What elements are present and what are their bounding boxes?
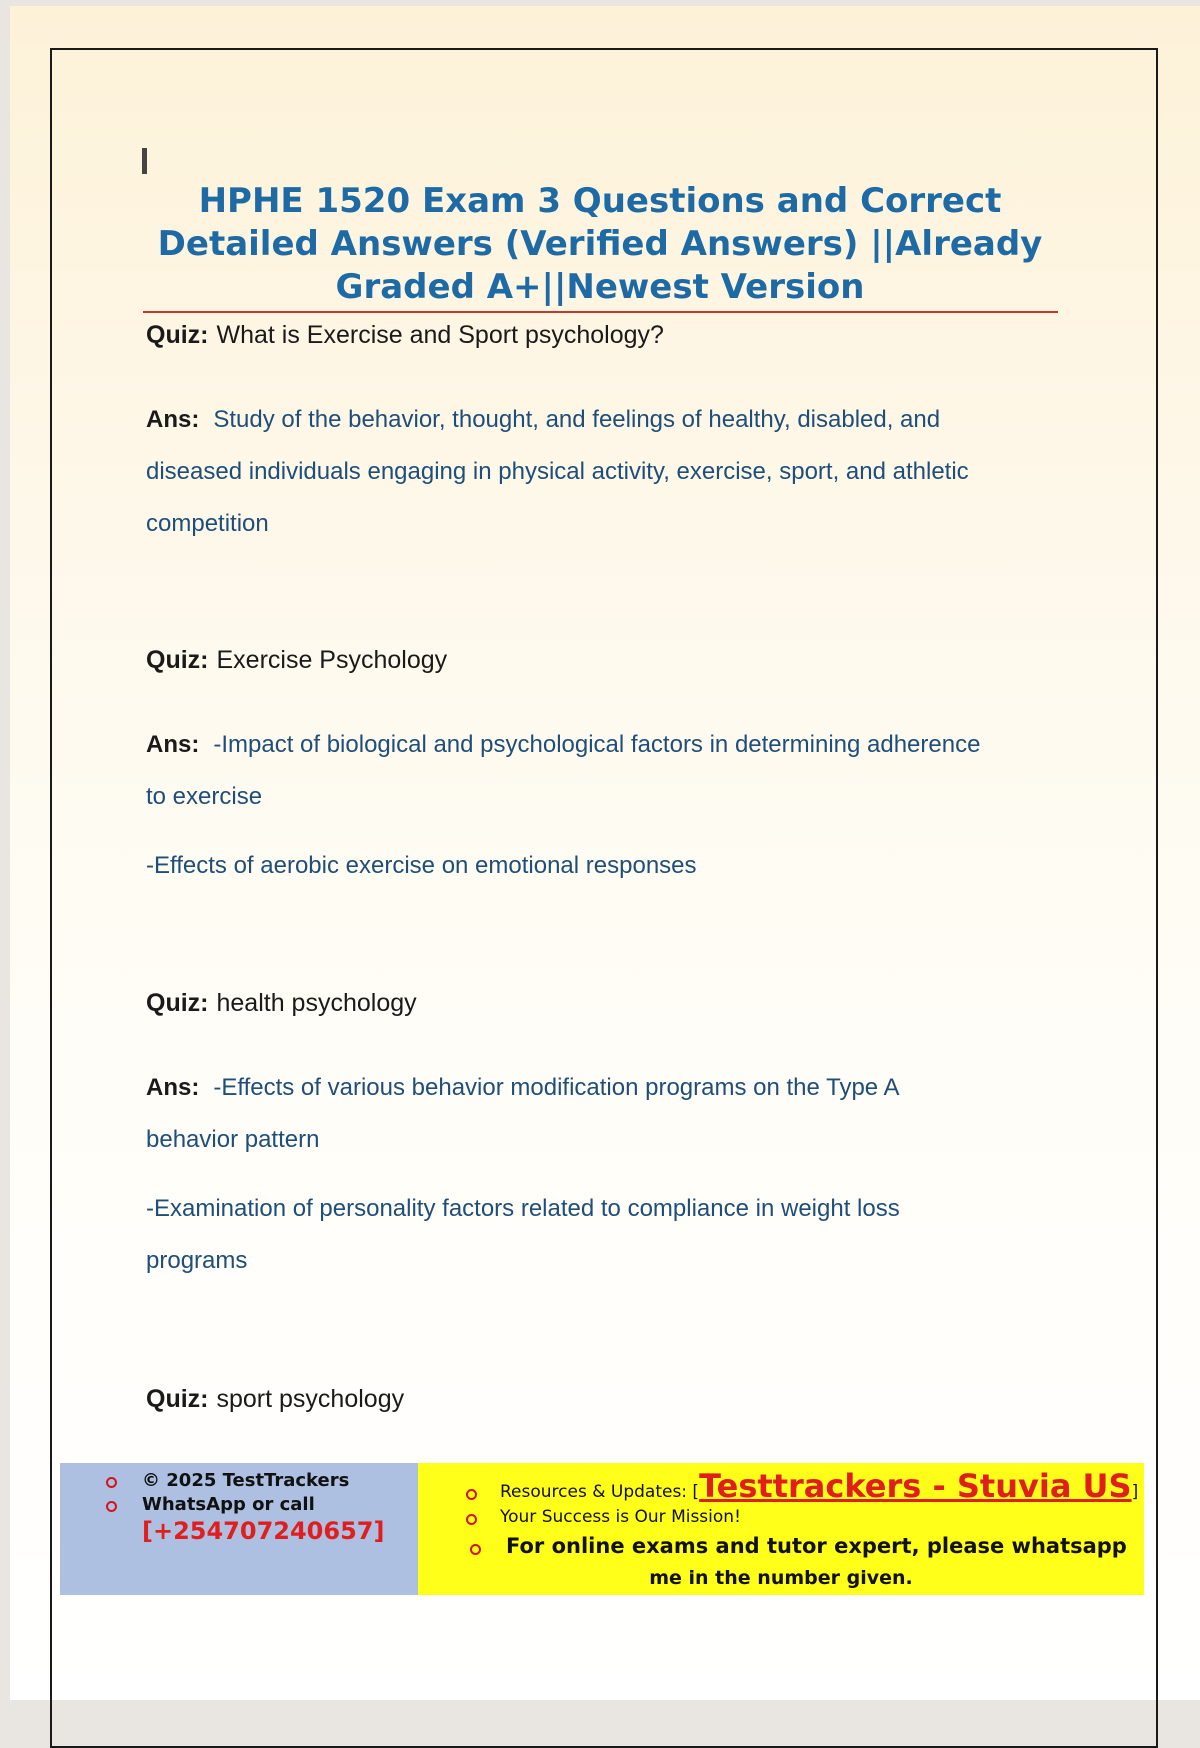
quiz-label: Quiz: (146, 1385, 209, 1413)
answer-line: -Effects of aerobic exercise on emotional responses (146, 852, 697, 879)
copyright-text: © 2025 TestTrackers (142, 1470, 350, 1491)
resources-line (500, 1467, 1138, 1505)
text-cursor (142, 148, 147, 174)
quiz-question: sport psychology (216, 1385, 405, 1413)
quiz-question: health psychology (216, 989, 417, 1017)
quiz-question: What is Exercise and Sport psychology? (216, 321, 664, 349)
ans-label: Ans: (146, 1074, 200, 1101)
online-line-2: me in the number given. (649, 1567, 913, 1589)
mission-text: Your Success is Our Mission! (500, 1507, 741, 1527)
bullet-icon (106, 1501, 117, 1512)
answer-3 (146, 1062, 1066, 1166)
phone-number[interactable]: [+254707240657] (142, 1517, 385, 1545)
quiz-question: Exercise Psychology (216, 646, 448, 674)
answer-2-extra (146, 840, 1066, 892)
answer-line: behavior pattern (146, 1126, 320, 1153)
bullet-icon (466, 1489, 477, 1500)
answer-1 (146, 394, 1066, 550)
quiz-label: Quiz: (146, 321, 209, 349)
quiz-label: Quiz: (146, 989, 209, 1017)
answer-line: -Impact of biological and psychological factors in determining adherence (213, 731, 981, 758)
answer-line: Study of the behavior, thought, and feelings of healthy, disabled, and (213, 406, 941, 433)
resources-close: ] (1131, 1482, 1139, 1502)
bullet-icon (106, 1477, 117, 1488)
answer-line: programs (146, 1247, 248, 1274)
quiz-3 (146, 989, 1066, 1018)
resources-link[interactable]: Testtrackers - Stuvia US (699, 1467, 1132, 1505)
resources-label: Resources & Updates: [ (500, 1482, 700, 1502)
quiz-1 (146, 321, 1066, 350)
bullet-icon (470, 1544, 481, 1555)
ans-label: Ans: (146, 731, 200, 758)
answer-line: diseased individuals engaging in physical activity, exercise, sport, and athletic (146, 458, 969, 485)
answer-line: to exercise (146, 783, 263, 810)
answer-2 (146, 719, 1066, 823)
answer-line: -Examination of personality factors related to compliance in weight loss (146, 1195, 900, 1222)
document-title: HPHE 1520 Exam 3 Questions and Correct Detailed Answers (Verified Answers) ||Already Graded A+||Newest Version (157, 181, 1043, 307)
footer-banner (60, 1463, 1144, 1595)
quiz-4 (146, 1385, 1066, 1414)
answer-line: competition (146, 510, 269, 537)
whatsapp-label: WhatsApp or call (142, 1494, 315, 1515)
ans-label: Ans: (146, 406, 200, 433)
answer-line: -Effects of various behavior modification programs on the Type A (213, 1074, 900, 1101)
title-underline (143, 311, 1058, 313)
quiz-label: Quiz: (146, 646, 209, 674)
quiz-2 (146, 646, 1066, 675)
answer-3-extra (146, 1183, 1066, 1287)
footer-contact (60, 1463, 418, 1595)
footer-info (418, 1463, 1144, 1595)
bullet-icon (466, 1514, 477, 1525)
online-line-1: For online exams and tutor expert, please whatsapp (506, 1534, 1127, 1558)
